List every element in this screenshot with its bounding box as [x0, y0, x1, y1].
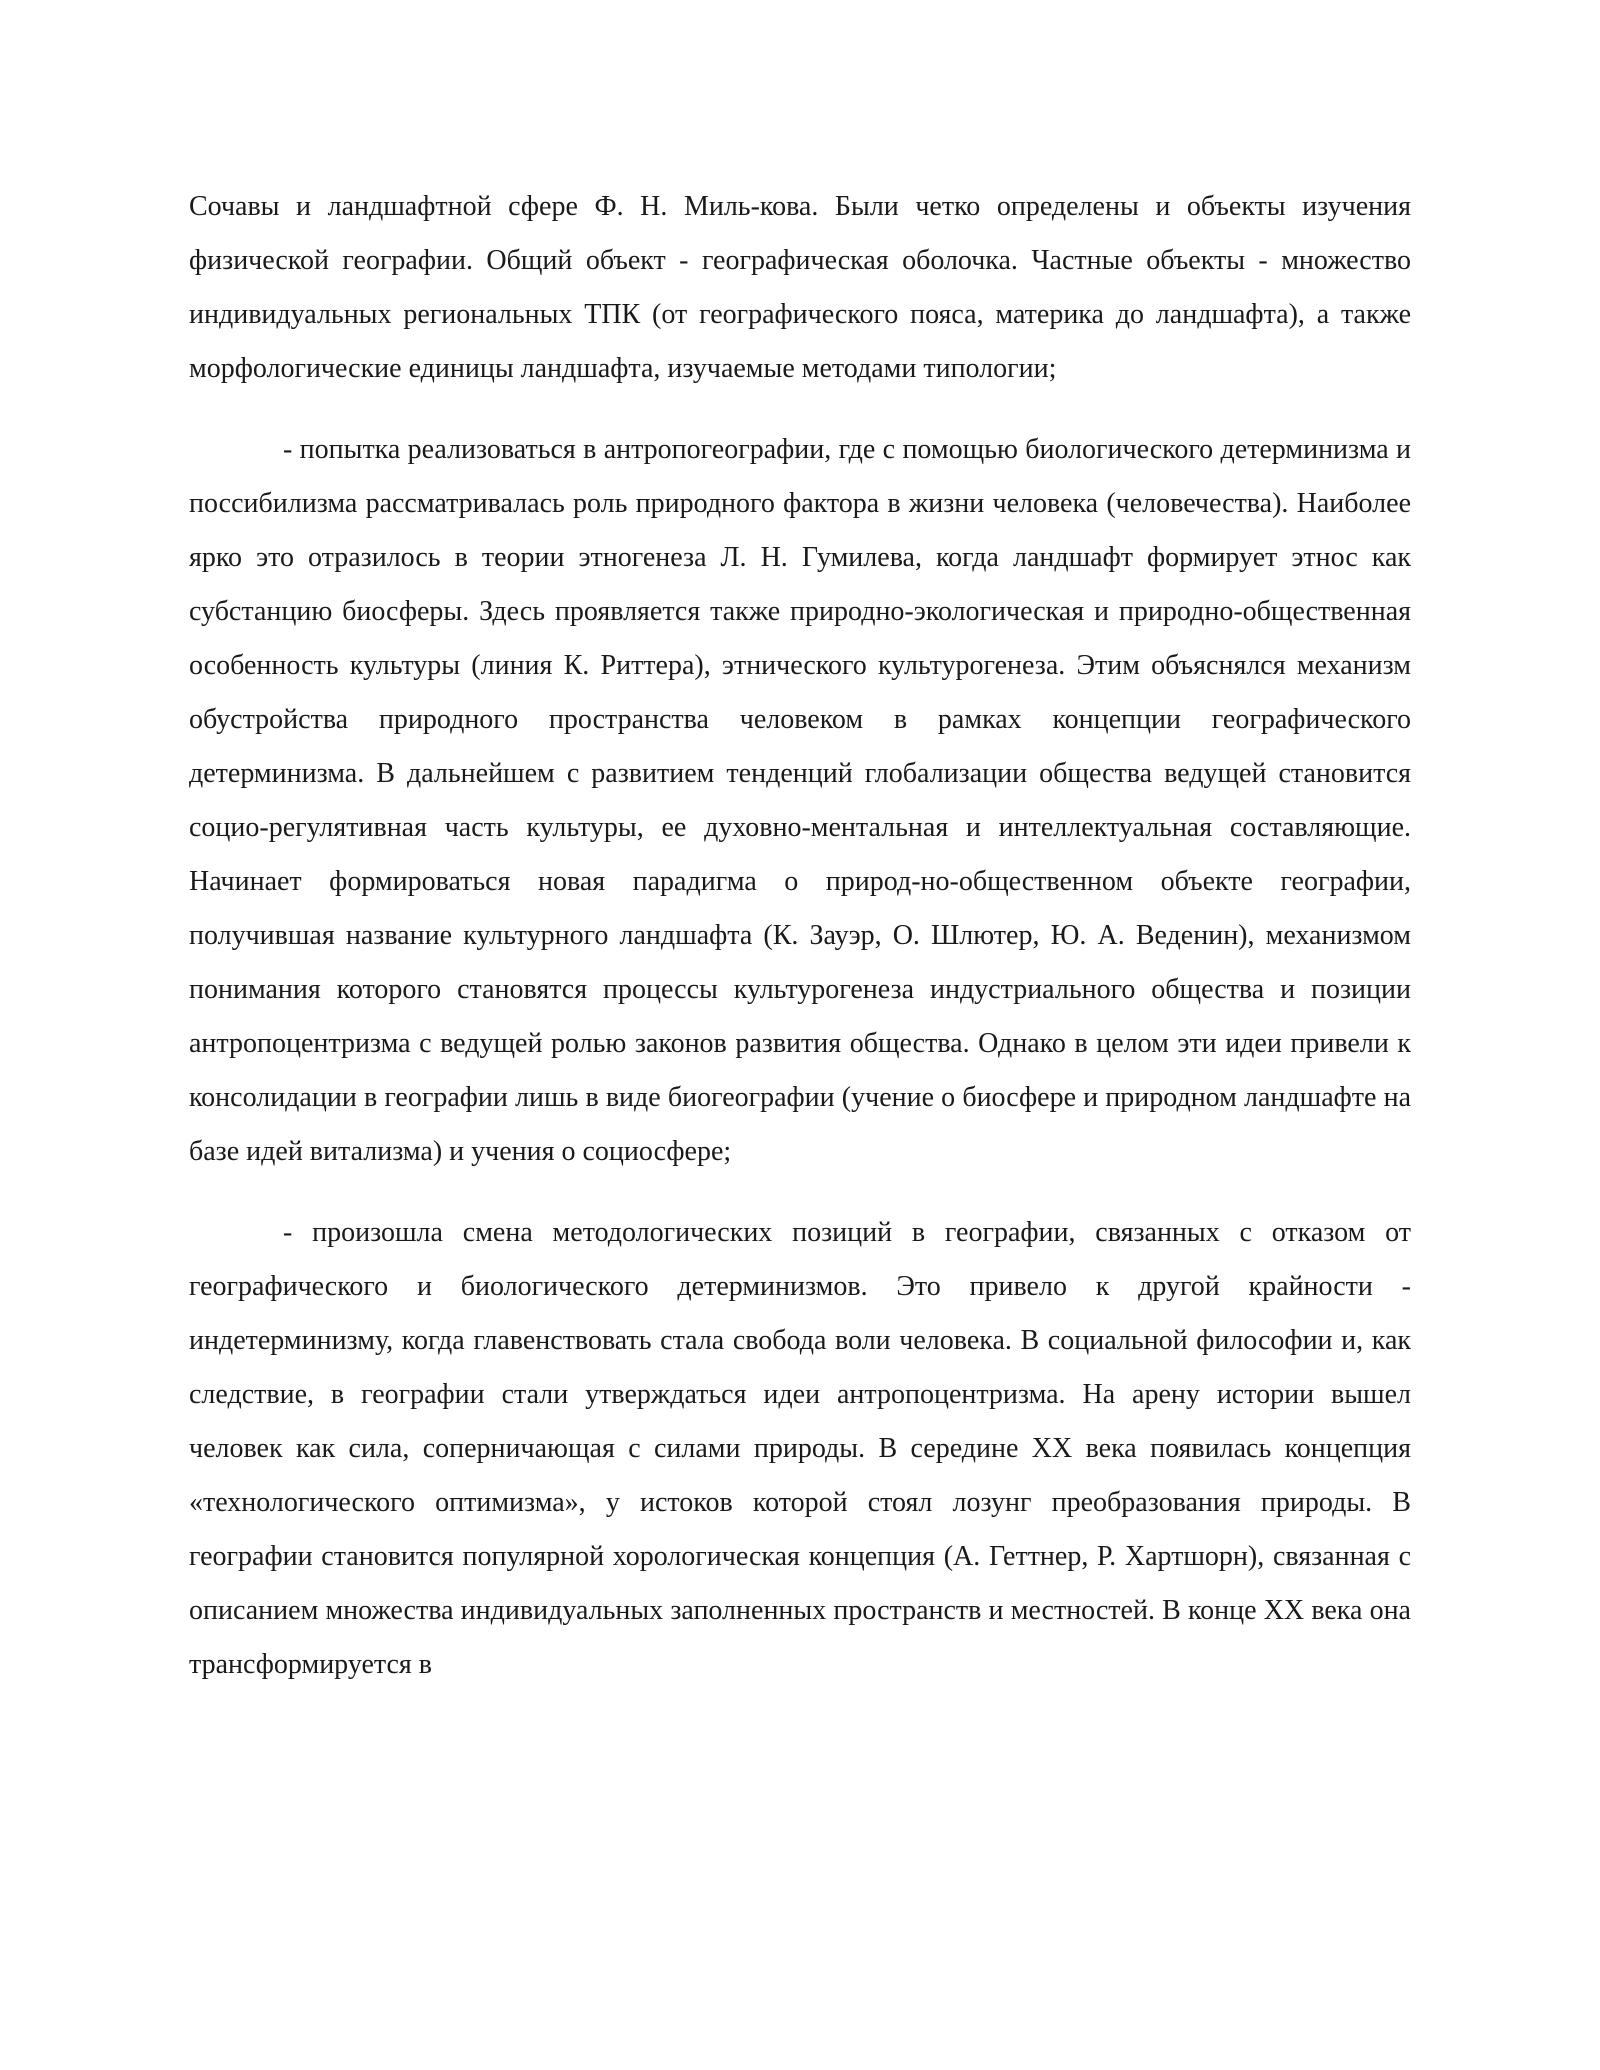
paragraph-3: - произошла смена методологических позиций в географии, связанных с отказом от географического и биологического детерминизмов. Это привело к другой крайности - индетерминизму, когда главенствовать стала свобода воли человека. В социальной философии и, как следствие, в географии стали утверждаться идеи антропоцентризма. На арену истории вышел человек как сила, соперничающая с силами природы. В середине XX века появилась концепция «технологического оптимизма», у истоков которой стоял лозунг преобразования природы. В географии становится популярной хорологическая концепция (А. Геттнер, Р. Хартшорн), связанная с описанием множества индивидуальных заполненных пространств и местностей. В конце XX века она трансформируется в — [189, 1217, 1411, 1680]
paragraph-2: - попытка реализоваться в антропогеографии, где с помощью биологического детерминизма и поссибилизма рассматривалась роль природного фактора в жизни человека (человечества). Наиболее ярко это отразилось в теории этногенеза Л. Н. Гумилева, когда ландшафт формирует этнос как субстанцию биосферы. Здесь проявляется также природно-экологическая и природно-общественная особенность культуры (линия К. Риттера), этнического культурогенеза. Этим объяснялся механизм обустройства природного пространства человеком в рамках концепции географического детерминизма. В дальнейшем с развитием тенденций глобализации общества ведущей становится социо-регулятивная часть культуры, ее духовно-ментальная и интеллектуальная составляющие. Начинает формироваться новая парадигма о природ-но-общественном объекте географии, получившая название культурного ландшафта (К. Зауэр, О. Шлютер, Ю. А. Веденин), механизмом понимания которого становятся процессы культурогенеза индустриального общества и позиции антропоцентризма с ведущей ролью законов развития общества. Однако в целом эти идеи привели к консолидации в географии лишь в виде биогеографии (учение о биосфере и природном ландшафте на базе идей витализма) и учения о социосфере; — [189, 434, 1411, 1167]
paragraph-1: Сочавы и ландшафтной сфере Ф. Н. Миль-кова. Были четко определены и объекты изучения физической географии. Общий объект - географическая оболочка. Частные объекты - множество индивидуальных региональных ТПК (от географического пояса, материка до ландшафта), а также морфологические единицы ландшафта, изучаемые методами типологии; — [189, 191, 1411, 384]
document-body — [189, 180, 1411, 1692]
